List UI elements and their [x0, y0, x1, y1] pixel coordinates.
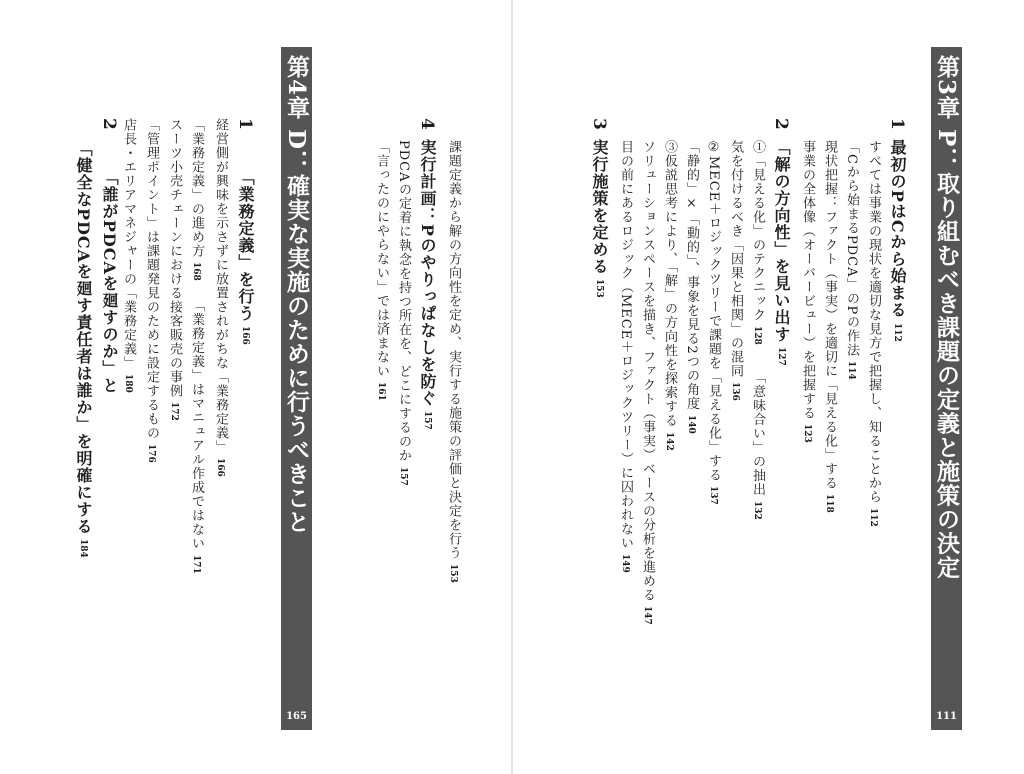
page-number: 132 [752, 500, 762, 520]
page-number: 149 [620, 554, 630, 574]
toc-entry-text: スーツ小売チェーンにおける接客販売の事例 [167, 118, 182, 398]
toc-entry [863, 140, 883, 527]
toc-entry-text: 課題定義から解の方向性を定め、実行する施策の評価と決定を行う [446, 140, 461, 560]
toc-entry [841, 140, 861, 380]
section-number: 2 [99, 118, 119, 131]
page-number: 176 [146, 444, 156, 463]
section-title: 実行施策を定める [590, 138, 609, 275]
toc-entry-text: 経営側が興味を示さずに放置されがちな「業務定義」 [213, 118, 228, 454]
chapter-3-title: 第3章 P：取り組むべき課題の定義と施策の決定 [933, 55, 960, 580]
right-page [513, 0, 1024, 774]
toc-section-heading [770, 118, 792, 366]
toc-entry-text: 「意味合い」の抽出 [750, 370, 765, 497]
chapter-3-page-number: 111 [936, 711, 957, 722]
toc-entry-text: 気を付けるべき「因果と相関」の混同 [728, 140, 743, 378]
page-number: 161 [376, 382, 386, 401]
toc-entry [141, 118, 161, 463]
page-number: 118 [824, 494, 834, 513]
page-number: 157 [422, 410, 432, 430]
section-number: 4 [417, 118, 437, 131]
page-number: 127 [776, 346, 786, 366]
toc-entry-text: 「業務定義」はマニュアル作成ではない [189, 298, 204, 551]
page-number: 172 [169, 402, 179, 421]
page-number: 112 [868, 508, 878, 527]
page-number: 153 [594, 278, 604, 298]
page-number: 136 [730, 382, 740, 401]
toc-entry-text: 「静的」×「動的」、事象を見る2つの角度 [684, 140, 699, 411]
page-number: 112 [892, 322, 902, 342]
section-title: 最初のPはCから始まる [888, 138, 907, 319]
section-number: 1 [235, 118, 255, 131]
toc-entry-text: すべては事業の現状を適切な見方で把握し、知ることから [866, 140, 881, 504]
toc-entry [615, 140, 635, 573]
toc-entry [210, 118, 230, 477]
page-number: 166 [215, 458, 225, 477]
section-number: 3 [589, 118, 609, 131]
toc-entry [747, 140, 767, 520]
page-number: 147 [642, 606, 652, 625]
toc-entry-text: 「言ったのにやらない」では済まない [374, 140, 389, 378]
page-number: 184 [78, 539, 88, 558]
section-number: 1 [887, 118, 907, 131]
toc-entry [659, 140, 679, 450]
toc-entry [164, 118, 184, 421]
section-title: 「誰がPDCAを廻すのか」と [100, 168, 119, 394]
page-number: 128 [752, 326, 762, 345]
toc-section-heading [588, 118, 610, 298]
toc-entry-text: 「Cから始まるPDCA」のPの作法 [844, 140, 859, 358]
toc-section-heading [416, 118, 438, 430]
toc-entry [725, 140, 745, 401]
toc-entry [637, 140, 657, 625]
section-title: 「解の方向性」を見い出す [772, 138, 791, 343]
section-title: 「健全なPDCAを廻す責任者は誰か」を明確にする [74, 140, 93, 536]
chapter-4-band [281, 47, 312, 730]
toc-entry [118, 118, 138, 393]
toc-entry [681, 140, 701, 434]
page-number: 157 [398, 466, 408, 486]
toc-entry-text: ソリューションスペースを描き、ファクト（事実）ベースの分析を進める [640, 140, 655, 602]
section-title: 実行計画：Pのやりっぱなしを防ぐ [418, 138, 437, 407]
chapter-3-band [931, 47, 962, 730]
toc-entry [186, 118, 206, 574]
section-number: 2 [771, 118, 791, 131]
toc-section-heading-continued [72, 140, 94, 558]
chapter-4-page-number: 165 [286, 711, 307, 722]
toc-entry [703, 140, 723, 505]
page-number: 168 [191, 262, 201, 281]
toc-entry-text: 事業の全体像（オーバービュー）を把握する [800, 140, 815, 420]
page-number: 140 [686, 414, 696, 434]
chapter-4-title: 第4章 D：確実な実施のために行うべきこと [283, 55, 310, 534]
toc-entry-text: 「業務定義」の進め方 [189, 118, 204, 258]
toc-section-heading [98, 118, 120, 394]
toc-entry-text: 店長・エリアマネジャーの「業務定義」 [121, 118, 136, 370]
page-number: 123 [802, 424, 812, 443]
page-number: 180 [123, 374, 133, 393]
toc-entry [819, 140, 839, 513]
page-number: 137 [708, 486, 718, 506]
toc-entry-text: 「管理ポイント」は課題発見のために設定するもの [144, 118, 159, 440]
toc-entry-text: 目の前にあるロジック（MECE＋ロジックツリー）に囚われない [618, 140, 633, 551]
toc-entry-text: ①「見える化」のテクニック [750, 140, 765, 322]
page-number: 153 [448, 564, 458, 583]
toc-entry [443, 140, 463, 583]
section-title: 「業務定義」を行う [236, 168, 255, 322]
page-number: 171 [191, 554, 201, 574]
toc-entry [393, 140, 413, 485]
toc-entry [797, 140, 817, 443]
toc-entry-text: ②MECE＋ロジックツリーで課題を「見える化」する [706, 140, 721, 483]
toc-section-heading [234, 118, 256, 345]
toc-entry-text: 現状把握：ファクト（事実）を適切に「見える化」する [822, 140, 837, 490]
toc-entry-text: ③仮説思考により、「解」の方向性を探索する [662, 140, 677, 428]
toc-entry [371, 140, 391, 401]
page-number: 166 [240, 325, 250, 345]
page-number: 114 [846, 361, 856, 380]
toc-section-heading [886, 118, 908, 341]
toc-entry-text: PDCAの定着に執念を持つ所在を、どこにするのか [396, 140, 411, 463]
page-number: 142 [664, 431, 674, 451]
